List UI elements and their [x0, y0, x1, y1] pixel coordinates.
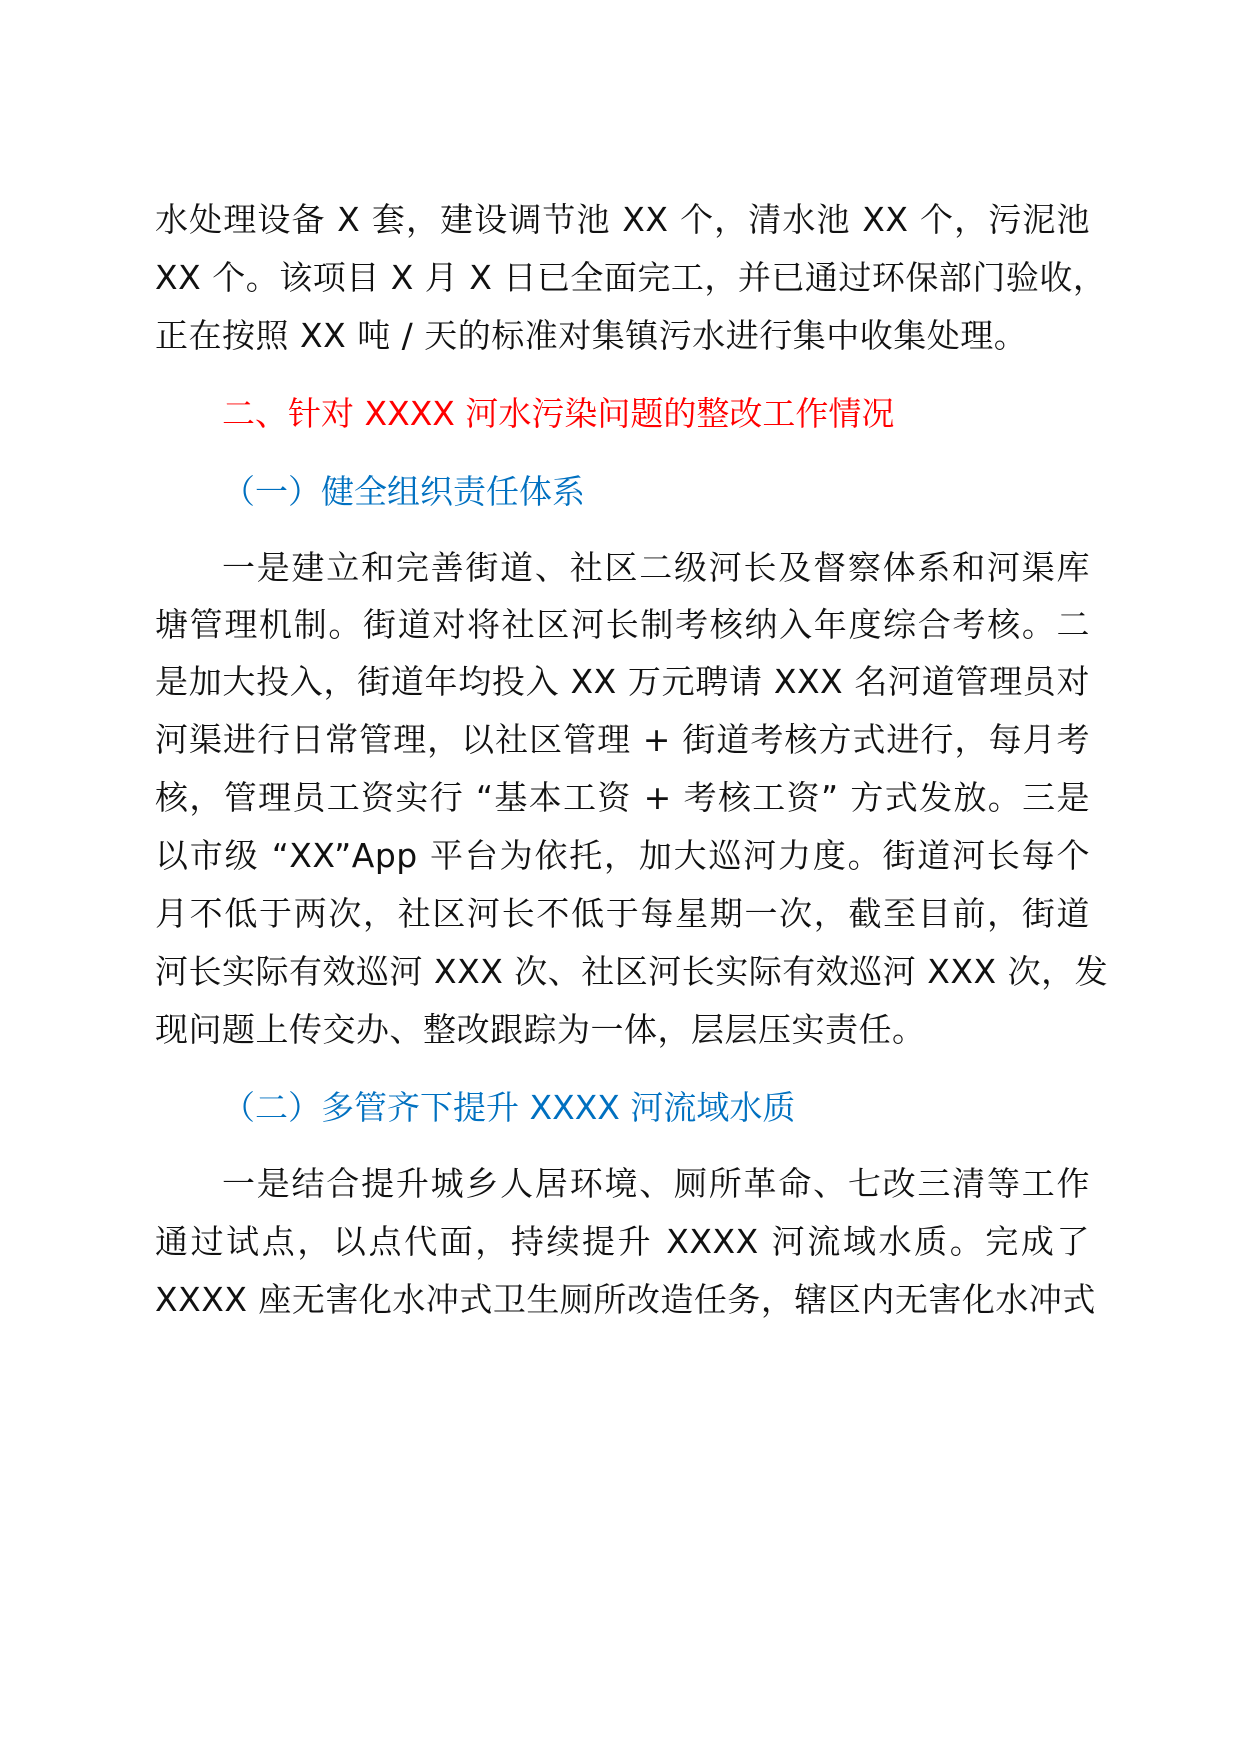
- paragraph-1-line-8: 河长实际有效巡河 XXX 次、社区河长实际有效巡河 XXX 次，发: [155, 952, 1109, 991]
- paragraph-1-line-3: 是加大投入，街道年均投入 XX 万元聘请 XXX 名河道管理员对: [155, 662, 1090, 701]
- paragraph-1-line-4: 河渠进行日常管理，以社区管理 + 街道考核方式进行，每月考: [155, 720, 1090, 759]
- paragraph-2-line-2: 通过试点，以点代面，持续提升 XXXX 河流域水质。完成了: [155, 1222, 1090, 1261]
- paragraph-1-line-2: 塘管理机制。街道对将社区河长制考核纳入年度综合考核。二: [155, 605, 1090, 644]
- section-heading: 二、针对 XXXX 河水污染问题的整改工作情况: [222, 394, 895, 433]
- paragraph-1-line-1: 一是建立和完善街道、社区二级河长及督察体系和河渠库: [222, 548, 1090, 587]
- subsection-heading-2: （二）多管齐下提升 XXXX 河流域水质: [222, 1088, 796, 1127]
- paragraph-1-line-6: 以市级 “XX”App 平台为依托，加大巡河力度。街道河长每个: [155, 836, 1090, 875]
- paragraph-1-line-9: 现问题上传交办、整改跟踪为一体，层层压实责任。: [155, 1010, 926, 1049]
- intro-line-1: 水处理设备 X 套，建设调节池 XX 个，清水池 XX 个，污泥池: [155, 200, 1090, 239]
- paragraph-2-line-1: 一是结合提升城乡人居环境、厕所革命、七改三清等工作: [222, 1164, 1090, 1203]
- intro-line-3: 正在按照 XX 吨 / 天的标准对集镇污水进行集中收集处理。: [155, 316, 1028, 355]
- intro-line-2: XX 个。该项目 X 月 X 日已全面完工，并已通过环保部门验收，: [155, 258, 1107, 297]
- paragraph-2-line-3: XXXX 座无害化水冲式卫生厕所改造任务，辖区内无害化水冲式: [155, 1280, 1096, 1319]
- paragraph-1-line-7: 月不低于两次，社区河长不低于每星期一次，截至目前，街道: [155, 894, 1090, 933]
- paragraph-1-line-5: 核，管理员工资实行 “基本工资 + 考核工资” 方式发放。三是: [155, 778, 1090, 817]
- subsection-heading-1: （一）健全组织责任体系: [222, 472, 585, 511]
